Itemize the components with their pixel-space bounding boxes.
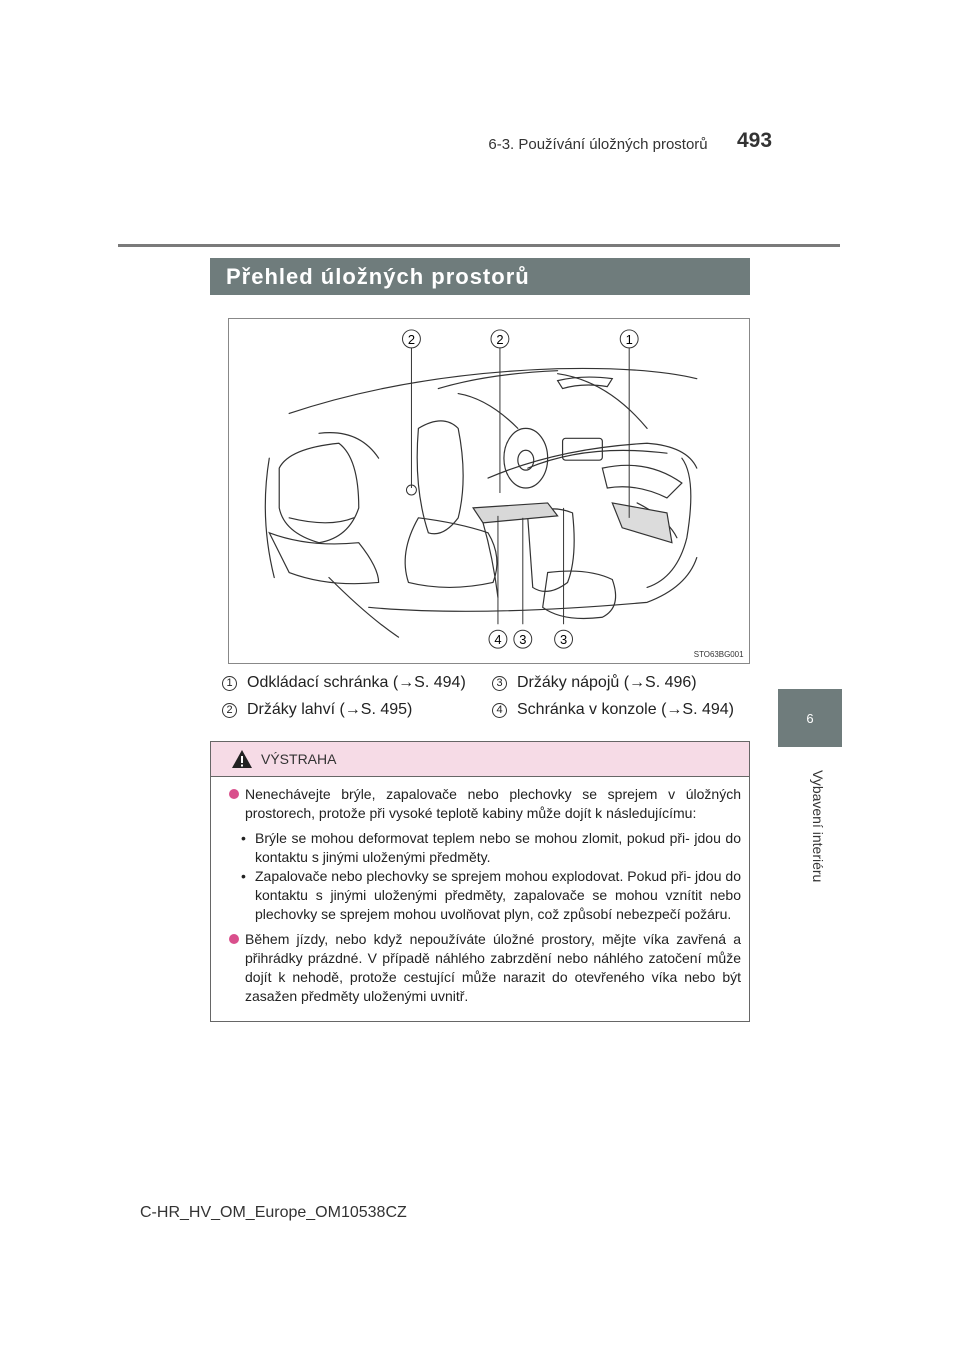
warning-body: [211, 777, 749, 1006]
warning-sub-1: [241, 829, 741, 867]
sub-bullet-icon: •: [241, 868, 246, 884]
section-title-text: Přehled úložných prostorů: [226, 263, 530, 289]
callout-bottom-2: 3: [519, 632, 527, 648]
legend-num-circle: 1: [222, 676, 237, 691]
header-section-title: 6-3. Používání úložných prostorů: [488, 136, 708, 153]
callouts-bottom: [489, 630, 573, 648]
legend-text: Držáky lahví (→S. 495): [247, 701, 413, 718]
legend-num-circle: 2: [222, 703, 237, 718]
warning-heading: VÝSTRAHA: [261, 751, 337, 767]
legend-item-2: [222, 701, 412, 719]
sub-bullet-icon: •: [241, 830, 246, 846]
callout-bottom-1: 4: [494, 632, 502, 648]
legend-text: Držáky nápojů (→S. 496): [517, 674, 697, 691]
warning-bullet-text: Během jízdy, nebo když nepoužíváte úložné prostory, mějte víka zavřená a přihrádky prázdné. V případě náhlého zabrzdění nebo náhlého zatočení může dojít k nehodě, protože cestující může narazit do otevřeného víka nebo být zasažen předměty uloženými uvnitř.: [245, 931, 741, 1004]
warning-triangle-icon: [231, 749, 253, 769]
callout-top-1: 2: [407, 331, 416, 347]
bullet-dot-icon: [229, 934, 239, 944]
footer-doc-code: C-HR_HV_OM_Europe_OM10538CZ: [140, 1204, 407, 1221]
section-title: [210, 258, 750, 295]
callout-bottom-3: 3: [559, 632, 568, 648]
chapter-number: 6: [806, 710, 814, 726]
illustration-code: STO63BG001: [693, 650, 744, 660]
warning-header: [211, 742, 749, 777]
warning-bullet-text: Nenechávejte brýle, zapalovače nebo plechovky se sprejem v úložných prostorech, protože při vysoké teplotě kabiny může dojít k následujícímu:: [245, 786, 741, 821]
legend-num-circle: 3: [492, 676, 507, 691]
page-number: 493: [737, 129, 773, 152]
warning-sub-text: Brýle se mohou deformovat teplem nebo se mohou zlomit, pokud při- jdou do kontaktu s jinými uloženými předměty.: [255, 830, 741, 865]
warning-bullet-1: [229, 785, 741, 823]
interior-line-drawing: [229, 319, 749, 663]
bullet-dot-icon: [229, 789, 239, 799]
legend-num-circle: 4: [492, 703, 507, 718]
legend-item-4: [492, 701, 734, 719]
chapter-tab: [778, 689, 842, 747]
warning-sub-2: [241, 867, 741, 924]
legend-text: Schránka v konzole (→S. 494): [517, 701, 734, 718]
chapter-label: Vybavení interiéru: [810, 770, 826, 883]
warning-box: [210, 741, 750, 1022]
interior-illustration: [228, 318, 750, 664]
header-rule: [118, 244, 840, 247]
warning-bullet-2: [229, 930, 741, 1006]
callouts-top: [403, 330, 639, 348]
callout-top-3: 1: [625, 331, 633, 347]
legend-text: Odkládací schránka (→S. 494): [247, 674, 466, 691]
legend-item-3: [492, 674, 697, 692]
legend-item-1: [222, 674, 466, 692]
callout-top-2: 2: [496, 331, 504, 347]
warning-sub-text: Zapalovače nebo plechovky se sprejem mohou explodovat. Pokud při- jdou do kontaktu s jinými uloženými předměty, zapalovače se mohou vznítit nebo plechovky se sprejem mohou uvolňovat plyn, což způsobí nebezpečí požáru.: [255, 868, 741, 922]
